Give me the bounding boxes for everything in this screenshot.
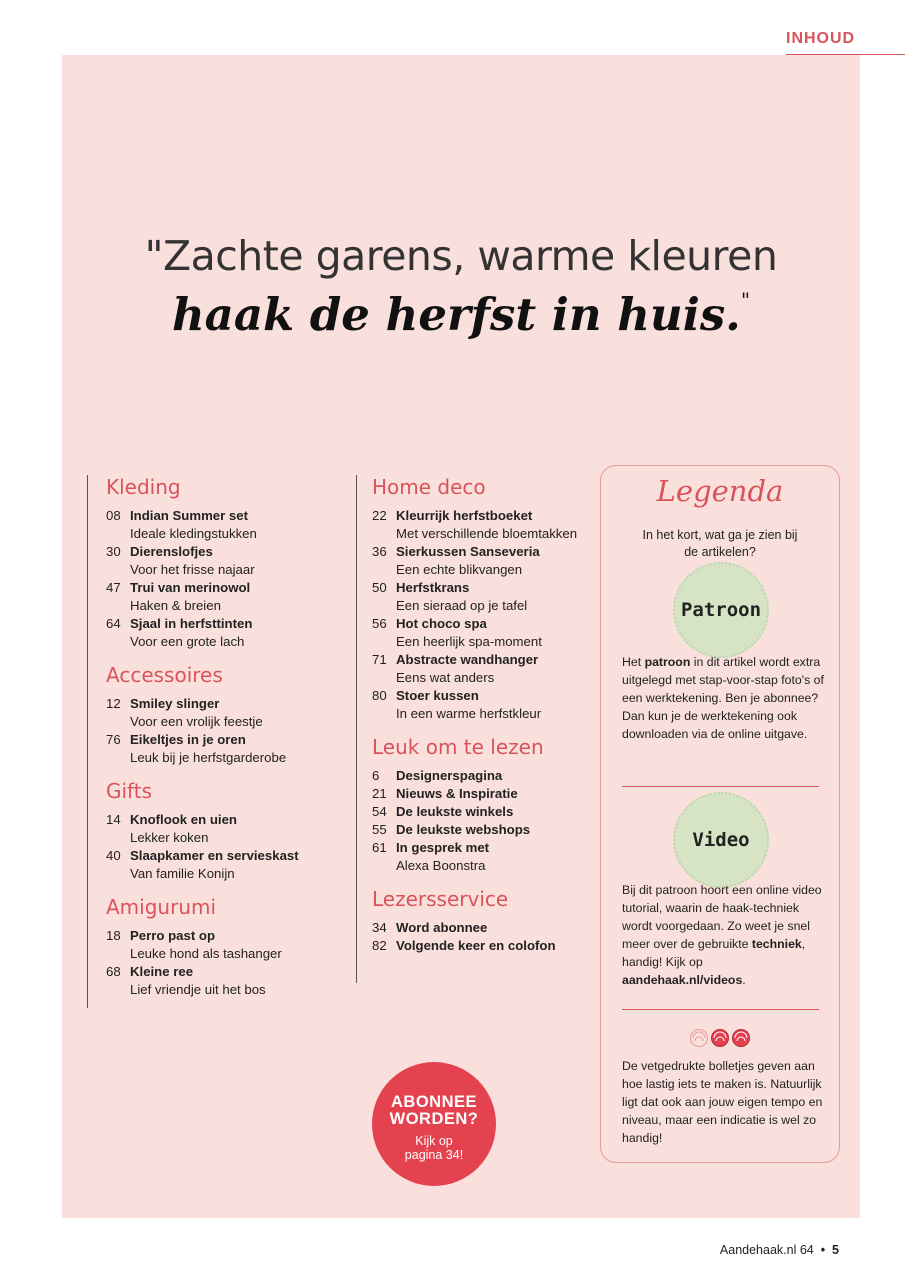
item-title: Perro past op bbox=[130, 928, 216, 943]
toc-item[interactable] bbox=[106, 615, 336, 651]
section-title: Home deco bbox=[372, 475, 486, 499]
item-subtitle: Van familie Konijn bbox=[130, 866, 235, 881]
toc-item[interactable] bbox=[372, 785, 592, 803]
item-subtitle: Lief vriendje uit het bos bbox=[130, 982, 266, 997]
toc-item[interactable] bbox=[106, 543, 336, 579]
page-ref: 61 bbox=[372, 840, 387, 855]
patroon-description bbox=[622, 653, 827, 743]
legend-box bbox=[600, 465, 840, 1163]
toc-item[interactable] bbox=[372, 615, 592, 651]
video-text-bold-2: aandehaak.nl/videos bbox=[622, 973, 743, 987]
footer-bullet: • bbox=[820, 1243, 826, 1257]
legend-divider bbox=[622, 786, 819, 787]
page-ref: 14 bbox=[106, 812, 121, 827]
page-ref: 08 bbox=[106, 508, 121, 523]
toc-item[interactable] bbox=[372, 687, 592, 723]
item-subtitle: In een warme herfstkleur bbox=[396, 706, 542, 721]
subscribe-line-2: WORDEN? bbox=[389, 1110, 479, 1128]
difficulty-balls-icon bbox=[689, 1028, 753, 1048]
page-ref: 6 bbox=[372, 768, 380, 783]
page-number: 5 bbox=[832, 1243, 839, 1257]
item-title: De leukste webshops bbox=[396, 822, 531, 837]
patroon-text-pre: Het bbox=[622, 655, 645, 669]
toc-item[interactable] bbox=[372, 543, 592, 579]
section-title: Lezersservice bbox=[372, 887, 509, 911]
video-text-mid: , handig! Kijk op bbox=[622, 937, 806, 969]
toc-item[interactable] bbox=[106, 579, 336, 615]
video-text-pre: Bij dit patroon hoort een online video tutorial, waarin de haak-techniek wordt voorgedaan. Zo weet je snel meer over de gebruikte bbox=[622, 883, 822, 951]
page-ref: 56 bbox=[372, 616, 387, 631]
page-ref: 40 bbox=[106, 848, 121, 863]
toc-item[interactable] bbox=[372, 937, 592, 955]
item-title: Trui van merinowol bbox=[130, 580, 251, 595]
item-title: Smiley slinger bbox=[130, 696, 220, 711]
patroon-text-post: in dit artikel wordt extra uitgelegd met stap-voor-stap foto's of een werktekening. Ben je abonnee? Dan kun je de werktekening ook downloaden via de online uitgave. bbox=[622, 655, 824, 741]
page-ref: 68 bbox=[106, 964, 121, 979]
page-ref: 47 bbox=[106, 580, 121, 595]
item-subtitle: Haken & breien bbox=[130, 598, 221, 613]
toc-item[interactable] bbox=[372, 767, 592, 785]
page-ref: 82 bbox=[372, 938, 387, 953]
item-subtitle: Een echte blikvangen bbox=[396, 562, 523, 577]
toc-item[interactable] bbox=[372, 919, 592, 937]
toc-item[interactable] bbox=[106, 695, 336, 731]
legend-divider bbox=[622, 1009, 819, 1010]
item-title: De leukste winkels bbox=[396, 804, 514, 819]
page-ref: 21 bbox=[372, 786, 387, 801]
subscribe-headline bbox=[372, 1094, 496, 1128]
toc-column-right bbox=[356, 475, 592, 983]
item-subtitle: Ideale kledingstukken bbox=[130, 526, 257, 541]
patroon-text-bold: patroon bbox=[644, 655, 691, 669]
video-description bbox=[622, 881, 827, 989]
item-title: Herfstkrans bbox=[396, 580, 470, 595]
item-title: In gesprek met bbox=[396, 840, 490, 855]
toc-item[interactable] bbox=[106, 507, 336, 543]
item-title: Knoflook en uien bbox=[130, 812, 237, 827]
page-ref: 55 bbox=[372, 822, 387, 837]
toc-item[interactable] bbox=[372, 803, 592, 821]
section-title: Gifts bbox=[106, 779, 153, 803]
item-title: Hot choco spa bbox=[396, 616, 487, 631]
item-subtitle: Voor het frisse najaar bbox=[130, 562, 255, 577]
item-title: Dierenslofjes bbox=[130, 544, 213, 559]
toc-item[interactable] bbox=[372, 839, 592, 875]
item-title: Stoer kussen bbox=[396, 688, 479, 703]
subscribe-badge[interactable] bbox=[372, 1062, 496, 1186]
page-ref: 54 bbox=[372, 804, 387, 819]
item-title: Indian Summer set bbox=[130, 508, 248, 523]
legend-title: Legenda bbox=[656, 474, 784, 508]
page-ref: 36 bbox=[372, 544, 387, 559]
item-subtitle: Leuk bij je herfstgarderobe bbox=[130, 750, 287, 765]
item-subtitle: Alexa Boonstra bbox=[396, 858, 486, 873]
item-subtitle: Een heerlijk spa-moment bbox=[396, 634, 542, 649]
item-title: Designerspagina bbox=[396, 768, 503, 783]
page-ref: 80 bbox=[372, 688, 387, 703]
subscribe-line-4: pagina 34! bbox=[404, 1148, 464, 1162]
toc-item[interactable] bbox=[372, 651, 592, 687]
page-ref: 22 bbox=[372, 508, 387, 523]
toc-item[interactable] bbox=[106, 811, 336, 847]
section-title: Accessoires bbox=[106, 663, 223, 687]
item-title: Kleine ree bbox=[130, 964, 194, 979]
subscribe-line-3: Kijk op bbox=[415, 1134, 453, 1148]
toc-item[interactable] bbox=[372, 507, 592, 543]
item-subtitle: Voor een grote lach bbox=[130, 634, 245, 649]
page-ref: 50 bbox=[372, 580, 387, 595]
toc-item[interactable] bbox=[106, 731, 336, 767]
page-ref: 71 bbox=[372, 652, 387, 667]
page-ref: 18 bbox=[106, 928, 121, 943]
page-ref: 34 bbox=[372, 920, 387, 935]
section-label: INHOUD bbox=[786, 30, 856, 47]
item-subtitle: Een sieraad op je tafel bbox=[396, 598, 528, 613]
toc-item[interactable] bbox=[106, 927, 336, 963]
item-title: Sierkussen Sanseveria bbox=[396, 544, 540, 559]
item-subtitle: Eens wat anders bbox=[396, 670, 495, 685]
item-title: Eikeltjes in je oren bbox=[130, 732, 246, 747]
item-title: Sjaal in herfsttinten bbox=[130, 616, 253, 631]
toc-column-left bbox=[87, 475, 336, 1008]
legend-intro: In het kort, wat ga je zien bij de artikelen? bbox=[642, 528, 798, 559]
item-subtitle: Met verschillende bloemtakken bbox=[396, 526, 578, 541]
page-footer bbox=[720, 1243, 839, 1257]
page-ref: 12 bbox=[106, 696, 121, 711]
quote-line-1: "Zachte garens, warme kleuren bbox=[144, 232, 778, 280]
page-ref: 76 bbox=[106, 732, 121, 747]
item-subtitle: Lekker koken bbox=[130, 830, 209, 845]
section-title: Kleding bbox=[106, 475, 181, 499]
item-subtitle: Voor een vrolijk feestje bbox=[130, 714, 263, 729]
toc-item[interactable] bbox=[372, 821, 592, 839]
page-ref: 64 bbox=[106, 616, 121, 631]
video-text-post: . bbox=[742, 973, 746, 987]
video-text-bold-1: techniek bbox=[751, 937, 802, 951]
subscribe-subtext bbox=[372, 1134, 496, 1162]
quote-script: haak de herfst in huis. bbox=[171, 288, 741, 341]
toc-item[interactable] bbox=[372, 579, 592, 615]
toc-item[interactable] bbox=[106, 847, 336, 883]
item-title: Word abonnee bbox=[396, 920, 488, 935]
difficulty-description: De vetgedrukte bolletjes geven aan hoe lastig iets te maken is. Natuurlijk ligt dat ook aan jouw eigen tempo en niveau, maar een indicatie is wel zo handig! bbox=[622, 1059, 823, 1145]
patroon-label: Patroon bbox=[680, 599, 762, 621]
item-title: Slaapkamer en servieskast bbox=[130, 848, 299, 863]
item-title: Kleurrijk herfstboeket bbox=[396, 508, 533, 523]
page-ref: 30 bbox=[106, 544, 121, 559]
toc-item[interactable] bbox=[106, 963, 336, 999]
subscribe-line-1: ABONNEE bbox=[390, 1093, 477, 1111]
item-title: Volgende keer en colofon bbox=[396, 938, 556, 953]
item-subtitle: Leuke hond als tashanger bbox=[130, 946, 282, 961]
section-title: Amigurumi bbox=[106, 895, 217, 919]
item-title: Abstracte wandhanger bbox=[396, 652, 539, 667]
quote-close-mark: " bbox=[740, 288, 751, 312]
patroon-circle-icon bbox=[673, 562, 769, 658]
item-title: Nieuws & Inspiratie bbox=[396, 786, 518, 801]
footer-magazine: Aandehaak.nl 64 bbox=[719, 1243, 814, 1257]
quote-line-2 bbox=[62, 288, 860, 341]
video-label: Video bbox=[692, 829, 750, 851]
video-circle-icon bbox=[673, 792, 769, 888]
section-title: Leuk om te lezen bbox=[372, 735, 544, 759]
